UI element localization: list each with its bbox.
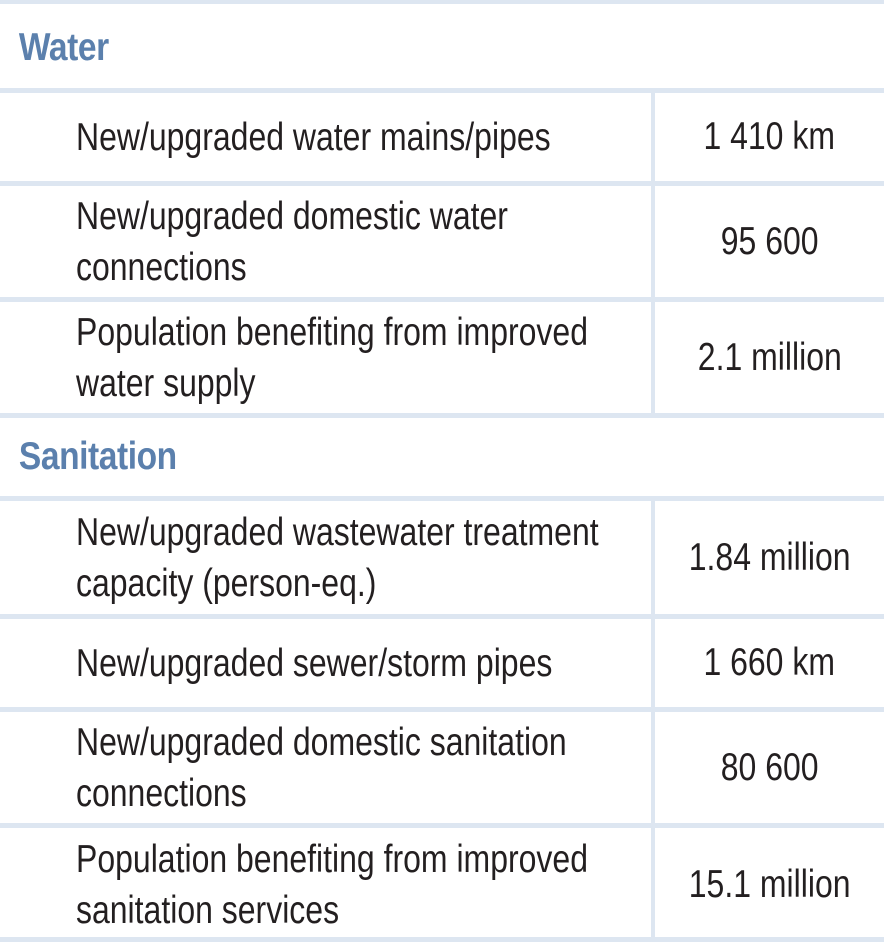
- section-title: Sanitation: [18, 435, 177, 478]
- section-header-water: [0, 8, 760, 88]
- table-row: [0, 186, 884, 297]
- table-row: [0, 712, 884, 823]
- table-row: [0, 619, 884, 707]
- table-row: [0, 302, 884, 413]
- row-value: 1 410 km: [703, 115, 836, 158]
- row-label: New/upgraded water mains/pipes: [76, 115, 551, 159]
- row-value: 1.84 million: [688, 535, 851, 579]
- table-row: [0, 828, 884, 941]
- row-value: 2.1 million: [697, 335, 842, 379]
- section-header-sanitation: [0, 418, 760, 496]
- section-title: Water: [18, 26, 109, 69]
- row-label: New/upgraded domestic sanitation connections: [76, 720, 567, 815]
- column-divider: [651, 501, 655, 941]
- table-row: [0, 501, 884, 614]
- row-label: New/upgraded wastewater treatment capacity (person-eq.): [76, 510, 599, 605]
- table-row: [0, 93, 884, 181]
- row-label: New/upgraded domestic water connections: [76, 194, 508, 289]
- row-label: New/upgraded sewer/storm pipes: [76, 641, 553, 685]
- row-value: 95 600: [720, 219, 819, 263]
- row-value: 15.1 million: [688, 862, 851, 906]
- row-value: 80 600: [720, 745, 819, 789]
- row-value: 1 660 km: [703, 641, 836, 684]
- column-divider: [651, 93, 655, 413]
- row-label: Population benefiting from improved water supply: [76, 310, 588, 405]
- row-label: Population benefiting from improved sanitation services: [76, 837, 588, 932]
